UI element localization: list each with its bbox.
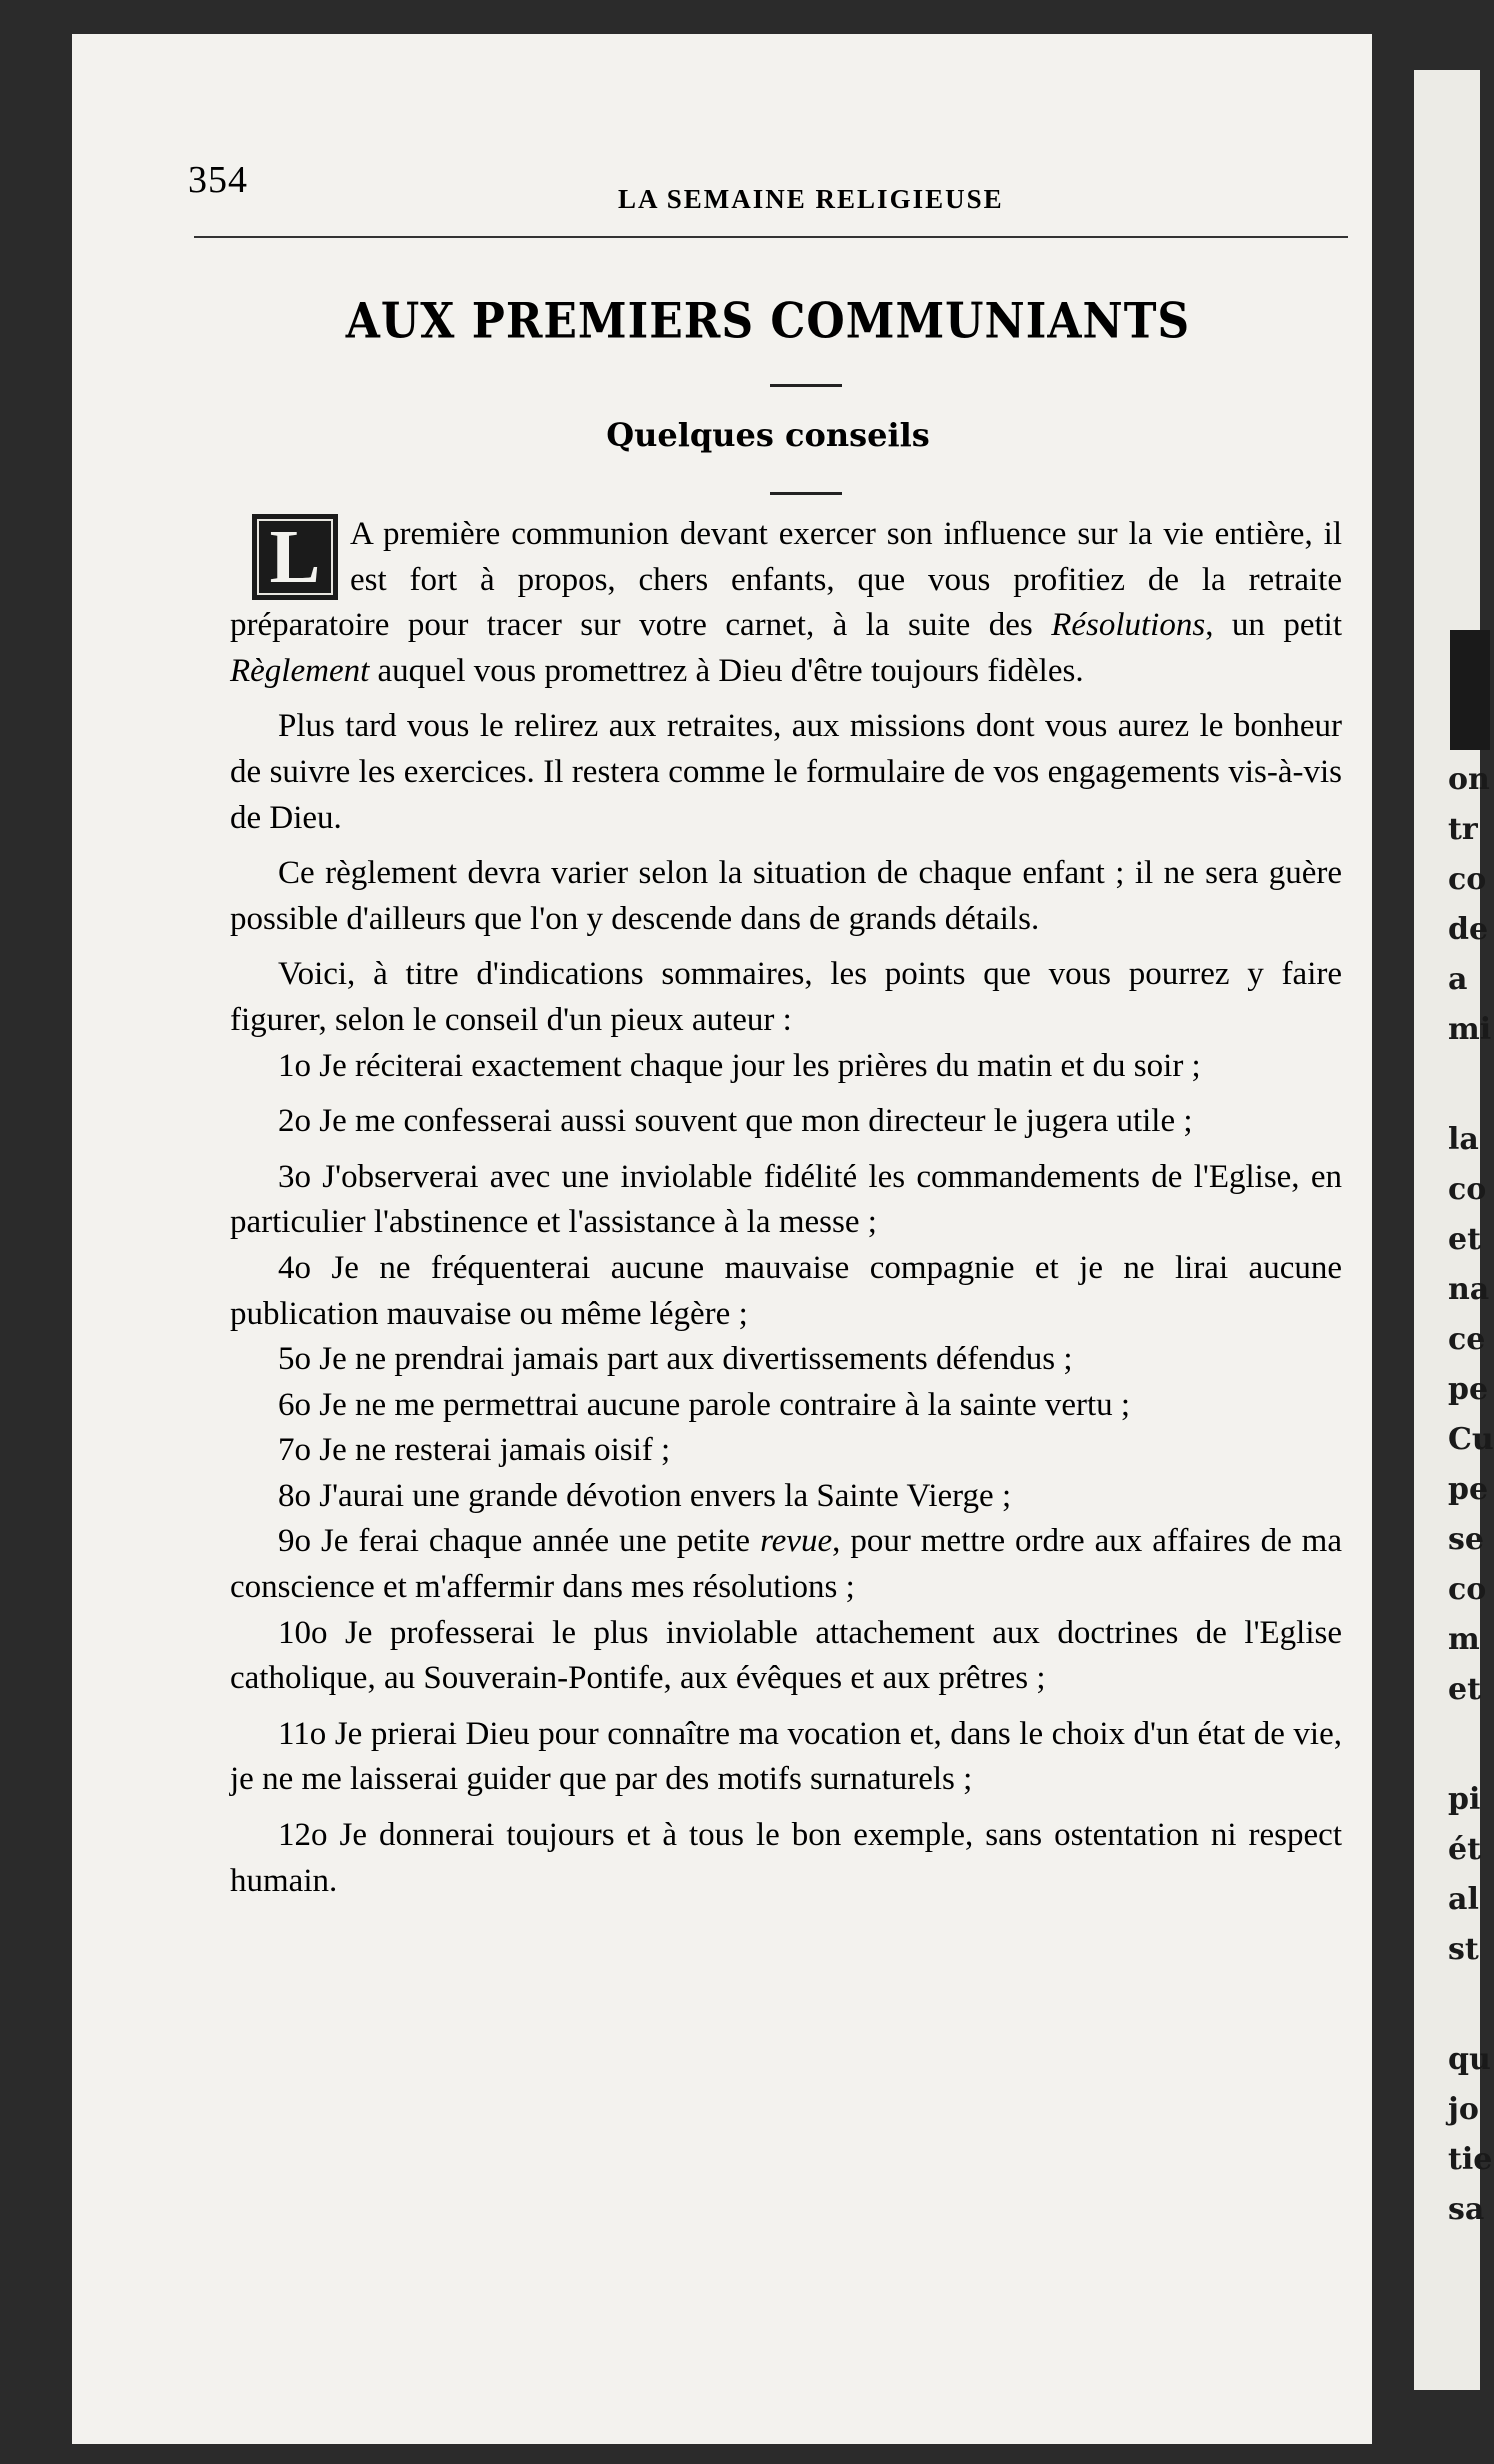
paragraph: Plus tard vous le relirez aux retraites, aux missions dont vous aurez le bonheur de suivre les exercices. Il restera comme le formulaire de vos engagements vis-à-vis de Dieu. (230, 708, 1342, 836)
adjacent-drop-cap (1450, 630, 1490, 750)
adjacent-fragment: tie (1448, 2142, 1493, 2177)
adjacent-fragment: jo (1448, 2092, 1479, 2127)
article-subtitle: Quelques conseils (606, 416, 930, 454)
adjacent-fragment: na (1448, 1272, 1490, 1307)
paragraph: Voici, à titre d'indications sommaires, les points que vous pourrez y faire figurer, selon le conseil d'un pieux auteur : (230, 956, 1342, 1038)
adjacent-fragment: se (1448, 1522, 1484, 1557)
rule-item: 2o Je me confesserai aussi souvent que mon directeur le jugera utile ; (278, 1103, 1193, 1140)
page-header (188, 150, 1348, 214)
header-rule (194, 236, 1348, 238)
drop-cap-initial: L (252, 514, 338, 600)
intro-emphasis: Règlement (230, 652, 370, 689)
adjacent-fragment: m (1448, 1622, 1480, 1657)
rule-item-emphasis: revue (760, 1523, 833, 1560)
adjacent-fragment: pe (1448, 1372, 1489, 1407)
adjacent-fragment: ét (1448, 1832, 1481, 1867)
rule-item: 10o Je professerai le plus inviolable attachement aux doctrines de l'Eglise catholique, au Souverain-Pontife, aux évêques et aux prêtres ; (230, 1614, 1342, 1697)
intro-text: auquel vous promettrez à Dieu d'être toujours fidèles. (369, 652, 1084, 689)
title-separator (770, 384, 842, 387)
rule-item: 4o Je ne fréquenterai aucune mauvaise compagnie et je ne lirai aucune publication mauvaise ou même légère ; (230, 1249, 1342, 1332)
adjacent-fragment: co (1448, 862, 1487, 897)
page-number: 354 (188, 159, 248, 201)
rule-item: 1o Je réciterai exactement chaque jour les prières du matin et du soir ; (278, 1047, 1201, 1084)
intro-emphasis: Résolutions (1051, 607, 1206, 644)
adjacent-fragment: st (1448, 1932, 1479, 1967)
adjacent-page-edge (1414, 70, 1494, 2390)
adjacent-fragment: a (1448, 962, 1468, 997)
adjacent-fragment: ce (1448, 1322, 1486, 1357)
intro-text: A première communion devant exercer son influence sur la vie entière, il est fort à propos, chers enfants, que vous profitiez de la retraite préparatoire pour tracer sur votre carnet, à la suite des (230, 516, 1342, 644)
intro-paragraph (230, 512, 1342, 694)
rule-item: 11o Je prierai Dieu pour connaître ma vocation et, dans le choix d'un état de vie, je ne me laisserai guider que par des motifs surnaturels ; (230, 1715, 1342, 1798)
rule-item: 3o J'observerai avec une inviolable fidélité les commandements de l'Eglise, en particulier l'abstinence et l'assistance à la messe ; (230, 1158, 1342, 1241)
adjacent-fragment: sa (1448, 2192, 1485, 2227)
adjacent-fragment: pe (1448, 1472, 1489, 1507)
adjacent-fragment: pi (1448, 1782, 1481, 1817)
adjacent-fragment: co (1448, 1572, 1487, 1607)
adjacent-fragment: Cu (1448, 1422, 1494, 1457)
adjacent-fragment: qu (1448, 2042, 1491, 2077)
rule-item (230, 1519, 1342, 1610)
rule-item-text: , pour mettre ordre aux affaires de ma conscience et m'affermir dans mes résolutions ; (230, 1523, 1342, 1606)
adjacent-fragment: et (1448, 1672, 1481, 1707)
rule-item: 6o Je ne me permettrai aucune parole contraire à la sainte vertu ; (278, 1386, 1131, 1423)
rule-item-text: 9o Je ferai chaque année une petite (278, 1523, 761, 1560)
adjacent-fragment: de (1448, 912, 1489, 947)
adjacent-fragment: tr (1448, 812, 1478, 847)
article-title: AUX PREMIERS COMMUNIANTS (345, 293, 1191, 350)
adjacent-fragment: co (1448, 1172, 1487, 1207)
rule-item: 12o Je donnerai toujours et à tous le bon exemple, sans ostentation ni respect humain. (230, 1817, 1342, 1899)
adjacent-fragment: mi (1448, 1012, 1492, 1047)
subtitle-separator (770, 492, 842, 495)
adjacent-fragment: on (1448, 762, 1490, 797)
rule-item: 7o Je ne resterai jamais oisif ; (278, 1432, 671, 1469)
paragraph: Ce règlement devra varier selon la situation de chaque enfant ; il ne sera guère possible d'ailleurs que l'on y descende dans de grands détails. (230, 855, 1342, 937)
article-body (230, 512, 1342, 1904)
running-title: LA SEMAINE RELIGIEUSE (618, 184, 1004, 214)
adjacent-fragment: al (1448, 1882, 1479, 1917)
adjacent-fragment: la (1448, 1122, 1479, 1157)
adjacent-fragment: et (1448, 1222, 1481, 1257)
rule-item: 8o J'aurai une grande dévotion envers la Sainte Vierge ; (278, 1477, 1012, 1514)
intro-text: , un petit (1205, 607, 1342, 644)
rule-item: 5o Je ne prendrai jamais part aux divertissements défendus ; (278, 1341, 1073, 1378)
